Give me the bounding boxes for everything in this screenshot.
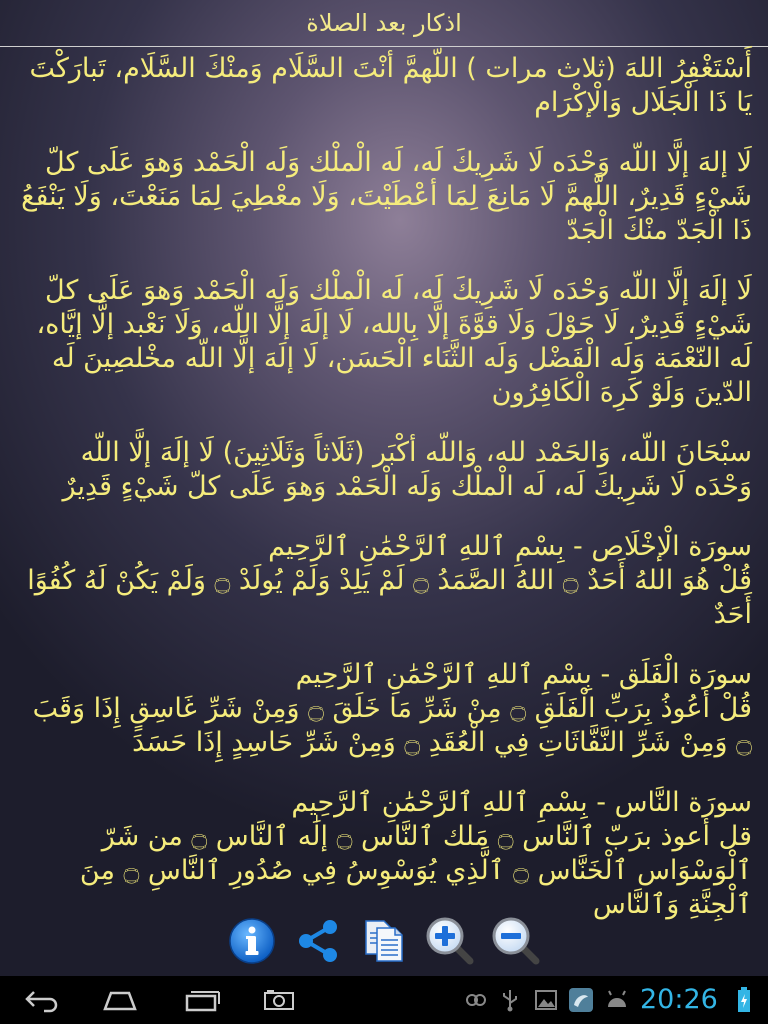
back-button[interactable] — [22, 984, 62, 1016]
zoom-in-icon — [424, 915, 476, 967]
surah-falaq-heading: سورَة الْفَلَق - بِسْمِ ٱللهِ ٱلرَّحْمَٰنِ ٱلرَّحِيم — [295, 659, 752, 690]
recent-apps-button[interactable] — [182, 984, 222, 1016]
zoom-in-button[interactable] — [425, 914, 475, 968]
gallery-icon — [534, 988, 558, 1012]
info-button[interactable] — [227, 914, 277, 968]
copy-button[interactable] — [359, 914, 409, 968]
system-navigation-bar — [0, 976, 768, 1024]
surah-nas-heading: سورَة النَّاس - بِسْمِ ٱللهِ ٱلرَّحْمَٰنِ ٱلرَّحِيم — [291, 787, 752, 818]
zoom-out-icon — [490, 915, 542, 967]
title-bar — [0, 0, 768, 47]
status-clock: 20:26 — [640, 984, 718, 1015]
copy-icon — [360, 917, 408, 965]
share-button[interactable] — [293, 914, 343, 968]
share-icon — [294, 917, 342, 965]
surah-falaq-body: قُلْ أَعُوذُ بِرَبِّ الْفَلَقِ ۝ مِنْ شَرِّ مَا خَلَقَ ۝ وَمِنْ شَرِّ غَاسِقٍ إِذَا وَقَبَ ۝ وَمِنْ شَرِّ النَّفَّاثَاتِ فِي الْعُقَدِ ۝ وَمِنْ شَرِّ حَاسِدٍ إِذَا حَسَدَ — [32, 693, 752, 758]
surah-nas — [14, 786, 752, 922]
home-button[interactable] — [100, 984, 140, 1016]
screenshot-button[interactable] — [262, 984, 296, 1016]
surah-nas-body: قل أعوذ برَبّ ٱلنَّاس ۝ مَلك ٱلنَّاس ۝ إلَٰه ٱلنَّاس ۝ من شَرّ ٱلْوَسْوَاس ٱلْخَنَّاس ۝ ٱلَّذِي يُوَسْوِسُ فِي صُدُورِ ٱلنَّاسِ ۝ مِنَ ٱلْجِنَّةِ وَٱلنَّاس — [79, 821, 752, 920]
bottom-toolbar — [0, 906, 768, 976]
usb-icon — [500, 988, 520, 1012]
signal-app-icon — [464, 988, 488, 1012]
battery-charging-icon — [736, 988, 752, 1012]
azkar-text-scroll[interactable] — [14, 52, 752, 920]
surah-ikhlas-heading: سورَة الْإخْلَاص - بِسْمِ ٱللهِ ٱلرَّحْمَٰنِ ٱلرَّحِيم — [268, 531, 752, 562]
zikr-paragraph-4: سبْحَانَ اللّه، وَالحَمْد لله، وَاللّه أكْبَر (ثَلَاثاً وَثَلَاثِينَ) لَا إلَهَ إلَّا اللّه وَحْدَه لَا شَرِيكَ لَه، لَه الْملْك وَلَه الْحَمْد وَهوَ عَلَى كلّ شَيْءٍ قَدِيرٌ — [62, 437, 752, 502]
page-title: اذكار بعد الصلاة — [306, 9, 462, 37]
android-debug-icon — [604, 988, 630, 1012]
surah-falaq — [14, 658, 752, 760]
zoom-out-button[interactable] — [491, 914, 541, 968]
zikr-paragraph-2: لَا إلهَ إلَّا اللّه وَحْدَه لَا شَرِيكَ لَه، لَه الْملْك وَلَه الْحَمْد وَهوَ عَلَى كلّ شَيْءٍ قَدِيرٌ، اللَّهمَّ لَا مَانِعَ لِمَا أعْطَيْتَ، وَلَا معْطِيَ لِمَا مَنَعْتَ، وَلَا يَنْفَعُ ذَا الْجَدّ منْكَ الْجَدّ — [21, 147, 752, 246]
app-icon — [568, 988, 594, 1012]
camera-icon — [263, 989, 295, 1011]
surah-ikhlas — [14, 530, 752, 632]
zikr-paragraph-1: أَسْتَغْفِرُ اللهَ (ثلاث مرات ) اللّهمَّ أنْتَ السَّلَام وَمنْكَ السَّلَام، تَبارَكْتَ يَا ذَا الْجَلَال وَالْإكْرَام — [29, 53, 752, 118]
recent-apps-icon — [183, 988, 221, 1012]
back-icon — [24, 988, 60, 1012]
info-icon — [228, 917, 276, 965]
zikr-paragraph-3: لَا إلَهَ إلَّا اللّه وَحْدَه لَا شَرِيكَ لَه، لَه الْملْك وَلَه الْحَمْد وَهوَ عَلَى كلّ شَيْءٍ قَدِيرٌ، لَا حَوْلَ وَلَا قوَّةَ إلَّا بِالله، لَا إلَهَ إلَّا اللّه، وَلَا نَعْبد إلَّا إيَّاه، لَه النّعْمَة وَلَه الْفَضْل وَلَه الثَّنَاء الْحَسَن، لَا إلَهَ إلَّا اللّه مخْلصِينَ لَه الدّينَ وَلَوْ كَرِهَ الْكَافِرُون — [36, 275, 752, 408]
surah-ikhlas-body: قُلْ هُوَ اللهُ أَحَدٌ ۝ اللهُ الصَّمَدُ ۝ لَمْ يَلِدْ وَلَمْ يُولَدْ ۝ وَلَمْ يَكُنْ لَهُ كُفُوًا أَحَدٌ — [27, 565, 752, 630]
home-icon — [101, 989, 139, 1011]
